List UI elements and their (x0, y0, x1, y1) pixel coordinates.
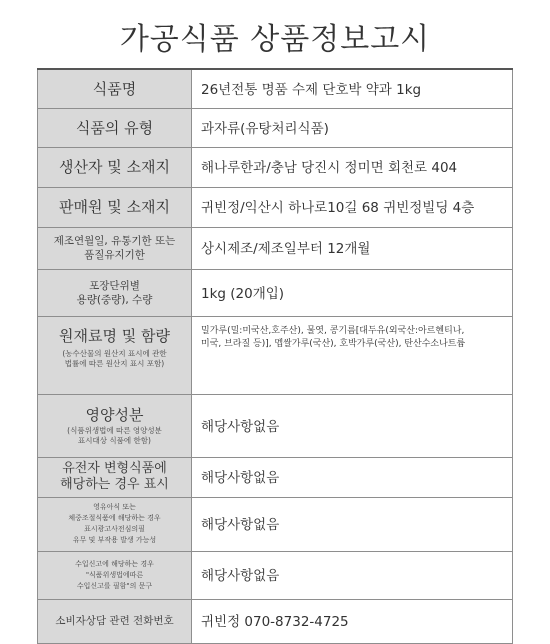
row-label: 소비자상담 관련 전화번호 (55, 615, 174, 627)
row-value: 해당사항없음 (201, 418, 280, 435)
table-row (38, 69, 513, 108)
row-label-cell (38, 316, 192, 394)
table-row (38, 599, 513, 643)
row-value: 과자류(유탕처리식품) (201, 120, 329, 137)
row-note-line: 표시광고사전심의필 (84, 525, 145, 533)
row-value-cell (192, 69, 513, 108)
row-value-cell (192, 147, 513, 187)
row-label-cell (38, 551, 192, 599)
row-label-line: 해당하는 경우 표시 (60, 477, 169, 492)
row-value: 귀빈정/익산시 하나로10길 68 귀빈정빌딩 4층 (201, 200, 475, 216)
table-row (38, 227, 513, 269)
row-note-line: "식품위생법에따른 (85, 570, 144, 579)
table-row (38, 497, 513, 551)
info-table (37, 68, 513, 644)
row-label-cell (38, 147, 192, 187)
row-note-line: 표시대상 식품에 한함) (78, 435, 151, 445)
row-value-cell (192, 227, 513, 269)
row-label-cell (38, 394, 192, 457)
row-label-cell (38, 187, 192, 227)
row-value: 해당사항없음 (201, 568, 280, 584)
row-value-cell (192, 497, 513, 551)
row-value: 해당사항없음 (201, 470, 280, 486)
table-row (38, 269, 513, 316)
table-row (38, 394, 513, 457)
row-value-cell (192, 394, 513, 457)
row-label-line: 용량(중량), 수량 (76, 293, 153, 306)
table-row (38, 316, 513, 394)
row-note-line: 수입신고에 해당하는 경우 (75, 559, 154, 568)
table-row (38, 187, 513, 227)
table-row (38, 147, 513, 187)
table-row (38, 551, 513, 599)
row-label: 생산자 및 소재지 (59, 158, 170, 176)
row-label-line: 포장단위별 (89, 279, 140, 292)
row-note-line: (농수산물의 원산지 표시에 관한 (62, 348, 167, 358)
row-note-line: 수입신고를 필함"의 문구 (76, 581, 153, 590)
table-row (38, 457, 513, 497)
page-title: 가공식품 상품정보고시 (119, 22, 431, 57)
table-row (38, 108, 513, 147)
row-label: 영양성분 (85, 405, 144, 424)
row-label-cell (38, 227, 192, 269)
row-value: 26년전통 명품 수제 단호박 약과 1kg (201, 81, 422, 98)
row-label: 판매원 및 소재지 (59, 198, 170, 216)
row-note-line: (식품위생법에 따른 영양성분 (67, 425, 162, 435)
row-value: 상시제조/제조일부터 12개월 (201, 241, 371, 257)
row-value: 귀빈정 070-8732-4725 (201, 614, 349, 630)
row-label: 식품명 (92, 79, 137, 98)
row-label-cell (38, 269, 192, 316)
row-value-cell (192, 269, 513, 316)
row-label-cell (38, 457, 192, 497)
row-value: 해당사항없음 (201, 517, 280, 533)
row-value: 1kg (20개입) (201, 285, 285, 302)
row-value-cell (192, 599, 513, 643)
row-label-cell (38, 108, 192, 147)
row-label-line: 품질유지기한 (84, 249, 145, 261)
row-label-cell (38, 69, 192, 108)
row-value-cell (192, 457, 513, 497)
row-label: 원재료명 및 함량 (59, 326, 170, 345)
row-label-cell (38, 497, 192, 551)
row-note-line: 유무 및 부작용 발생 가능성 (72, 536, 157, 544)
row-label: 식품의 유형 (75, 118, 154, 137)
row-value: 해나루한과/충남 당진시 정미면 회천로 404 (201, 160, 458, 176)
row-note-line: 영유아식 또는 (93, 503, 136, 511)
row-label-line: 제조연월일, 유통기한 또는 (53, 235, 176, 247)
row-note-line: 법률에 따른 원산지 표시 포함) (64, 358, 165, 368)
row-note-line: 체중조절식품에 해당하는 경우 (68, 514, 161, 522)
row-value-cell (192, 551, 513, 599)
ingredients-line: 밀가루(밀:미국산,호주산), 물엿, 콩기름[대두유(외국산:아르헨티나, (201, 325, 465, 336)
row-value-cell (192, 316, 513, 394)
row-label-line: 유전자 변형식품에 (62, 461, 167, 476)
ingredients-line: 미국, 브라질 등)], 멥쌀가루(국산), 호박가루(국산), 탄산수소나트륨 (201, 338, 466, 349)
row-label-cell (38, 599, 192, 643)
row-value-cell (192, 108, 513, 147)
row-value-cell (192, 187, 513, 227)
